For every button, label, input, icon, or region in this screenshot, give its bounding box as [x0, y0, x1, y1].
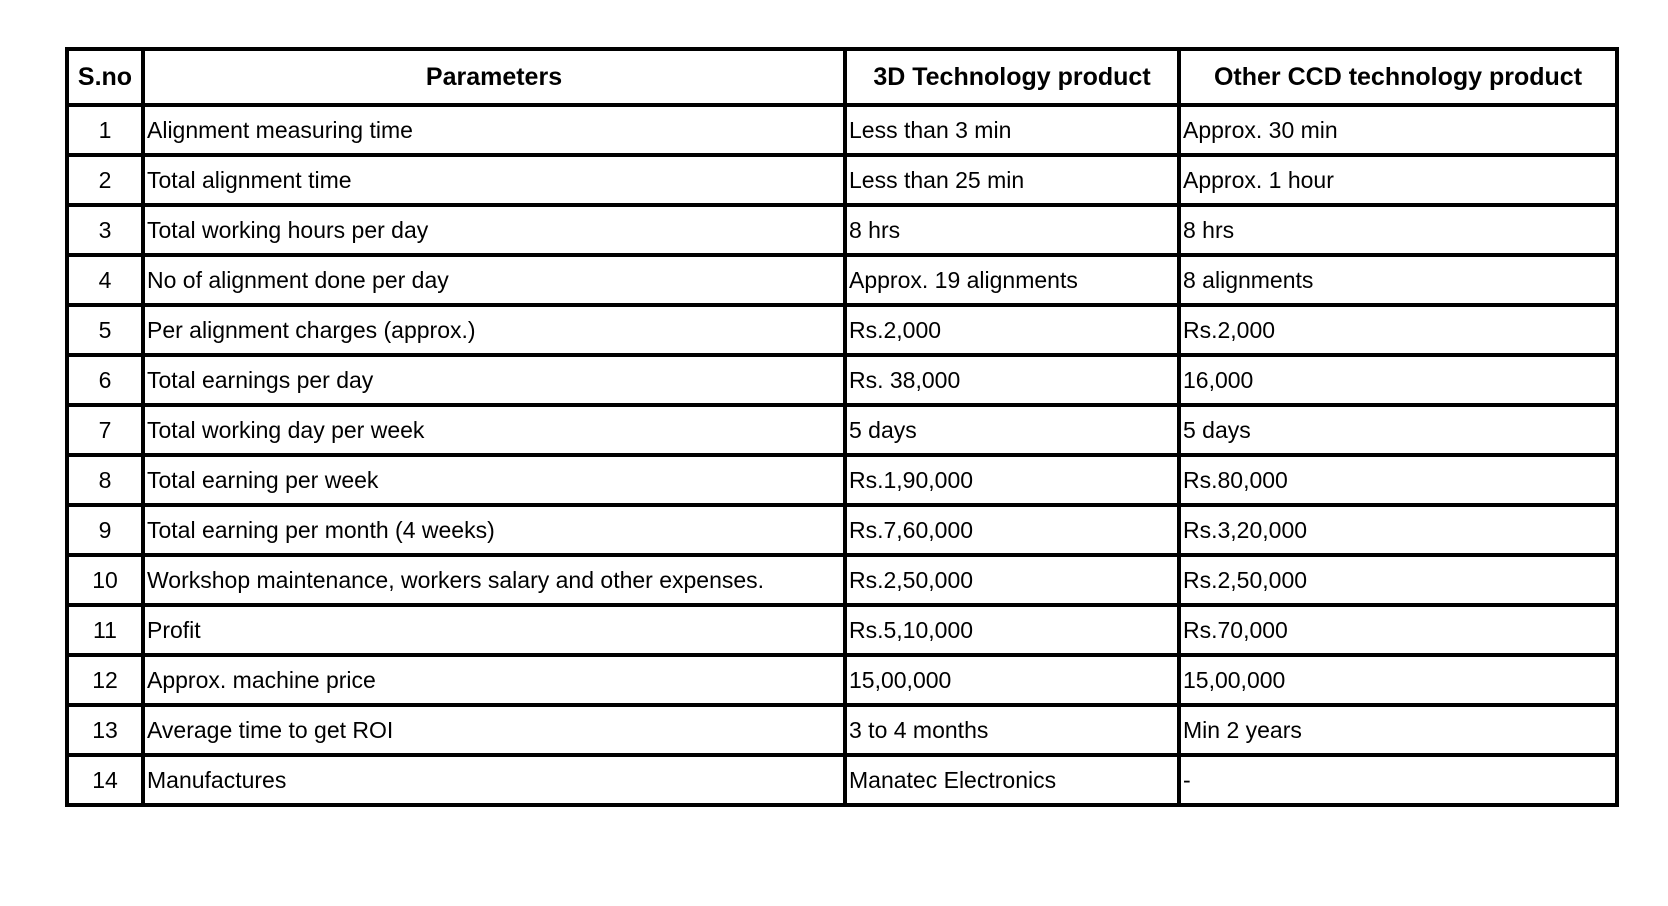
table-row [67, 405, 1617, 455]
table-row [67, 455, 1617, 505]
tech-3d-cell: 5 days [845, 405, 1179, 455]
tech-ccd-cell: 8 hrs [1179, 205, 1617, 255]
parameter-cell: Total working day per week [143, 405, 845, 455]
parameter-cell: Total earnings per day [143, 355, 845, 405]
tech-3d-cell: Rs.5,10,000 [845, 605, 1179, 655]
tech-3d-cell: Less than 3 min [845, 105, 1179, 155]
table-header [67, 49, 1617, 105]
table-body [67, 105, 1617, 805]
tech-ccd-cell: - [1179, 755, 1617, 805]
table-row [67, 205, 1617, 255]
table-row [67, 655, 1617, 705]
tech-ccd-cell: Approx. 1 hour [1179, 155, 1617, 205]
sno-cell: 3 [67, 205, 143, 255]
header-parameters: Parameters [143, 49, 845, 105]
tech-3d-cell: Rs.2,50,000 [845, 555, 1179, 605]
table-row [67, 305, 1617, 355]
tech-3d-cell: Rs. 38,000 [845, 355, 1179, 405]
sno-cell: 12 [67, 655, 143, 705]
tech-3d-cell: Rs.1,90,000 [845, 455, 1179, 505]
tech-ccd-cell: Rs.3,20,000 [1179, 505, 1617, 555]
tech-3d-cell: Less than 25 min [845, 155, 1179, 205]
table-row [67, 505, 1617, 555]
tech-3d-cell: 8 hrs [845, 205, 1179, 255]
tech-3d-cell: Rs.2,000 [845, 305, 1179, 355]
tech-ccd-cell: 16,000 [1179, 355, 1617, 405]
tech-ccd-cell: Rs.2,50,000 [1179, 555, 1617, 605]
parameter-cell: Approx. machine price [143, 655, 845, 705]
sno-cell: 14 [67, 755, 143, 805]
table-row [67, 255, 1617, 305]
header-ccd-technology: Other CCD technology product [1179, 49, 1617, 105]
sno-cell: 1 [67, 105, 143, 155]
parameter-cell: Total alignment time [143, 155, 845, 205]
tech-ccd-cell: 15,00,000 [1179, 655, 1617, 705]
parameter-cell: No of alignment done per day [143, 255, 845, 305]
tech-3d-cell: Manatec Electronics [845, 755, 1179, 805]
tech-ccd-cell: Rs.2,000 [1179, 305, 1617, 355]
parameter-cell: Total working hours per day [143, 205, 845, 255]
tech-3d-cell: 15,00,000 [845, 655, 1179, 705]
sno-cell: 6 [67, 355, 143, 405]
sno-cell: 7 [67, 405, 143, 455]
header-3d-technology: 3D Technology product [845, 49, 1179, 105]
tech-ccd-cell: 5 days [1179, 405, 1617, 455]
sno-cell: 11 [67, 605, 143, 655]
table-row [67, 755, 1617, 805]
comparison-table [65, 47, 1619, 807]
tech-ccd-cell: Min 2 years [1179, 705, 1617, 755]
sno-cell: 13 [67, 705, 143, 755]
header-sno: S.no [67, 49, 143, 105]
table-row [67, 605, 1617, 655]
tech-3d-cell: 3 to 4 months [845, 705, 1179, 755]
table-row [67, 555, 1617, 605]
parameter-cell: Average time to get ROI [143, 705, 845, 755]
sno-cell: 10 [67, 555, 143, 605]
tech-ccd-cell: Approx. 30 min [1179, 105, 1617, 155]
parameter-cell: Alignment measuring time [143, 105, 845, 155]
parameter-cell: Per alignment charges (approx.) [143, 305, 845, 355]
table-row [67, 355, 1617, 405]
tech-3d-cell: Rs.7,60,000 [845, 505, 1179, 555]
table-row [67, 105, 1617, 155]
sno-cell: 2 [67, 155, 143, 205]
parameter-cell: Total earning per week [143, 455, 845, 505]
sno-cell: 8 [67, 455, 143, 505]
table-row [67, 155, 1617, 205]
parameter-cell: Total earning per month (4 weeks) [143, 505, 845, 555]
header-row [67, 49, 1617, 105]
tech-ccd-cell: Rs.80,000 [1179, 455, 1617, 505]
sno-cell: 5 [67, 305, 143, 355]
table-row [67, 705, 1617, 755]
tech-ccd-cell: Rs.70,000 [1179, 605, 1617, 655]
parameter-cell: Manufactures [143, 755, 845, 805]
parameter-cell: Profit [143, 605, 845, 655]
parameter-cell: Workshop maintenance, workers salary and other expenses. [143, 555, 845, 605]
sno-cell: 4 [67, 255, 143, 305]
tech-3d-cell: Approx. 19 alignments [845, 255, 1179, 305]
sno-cell: 9 [67, 505, 143, 555]
tech-ccd-cell: 8 alignments [1179, 255, 1617, 305]
